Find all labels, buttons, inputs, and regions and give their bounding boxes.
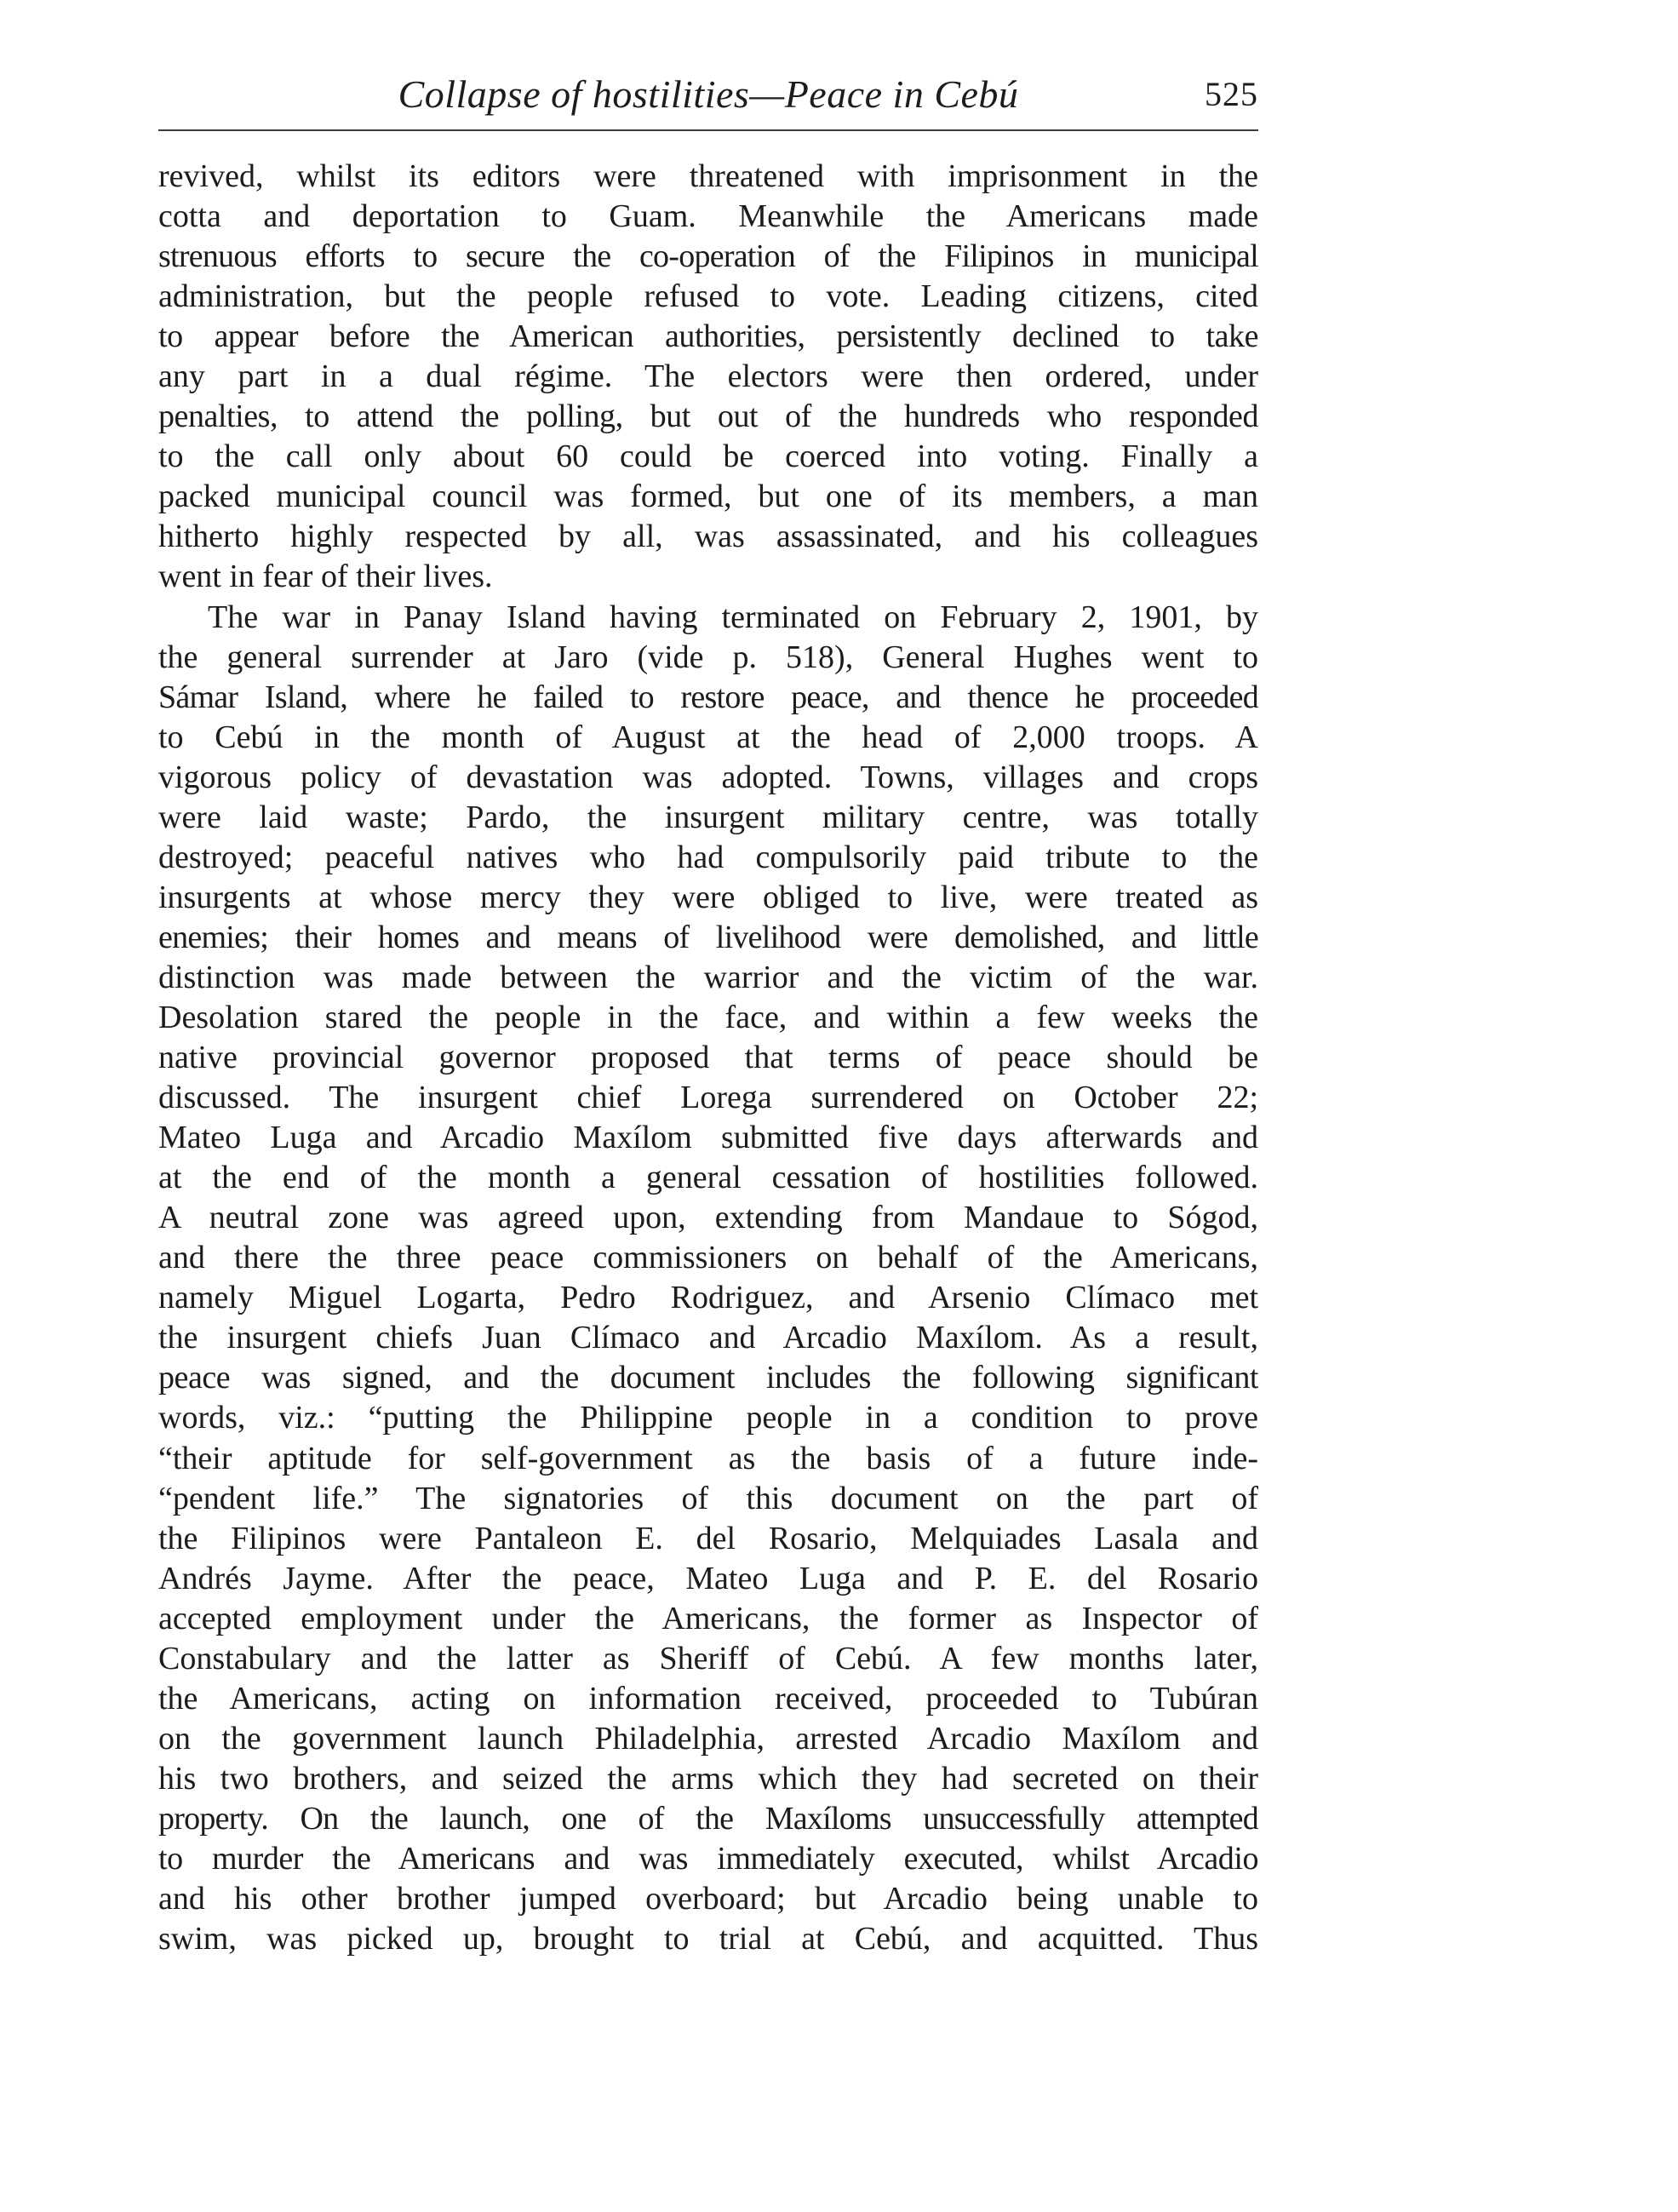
text-line: “their aptitude for self-government as the basis of a future inde- [158, 1440, 1258, 1476]
text-line: property. On the launch, one of the Maxíloms unsuccessfully attempted [158, 1800, 1258, 1837]
text-line: administration, but the people refused to vote. Leading citizens, cited [158, 278, 1258, 315]
text-line: vigorous policy of devastation was adopted. Towns, villages and crops [158, 759, 1258, 795]
text-line: strenuous efforts to secure the co-operation of the Filipinos in municipal [158, 238, 1258, 275]
page-number: 525 [1205, 75, 1258, 113]
text-line: penalties, to attend the polling, but out of the hundreds who responded [158, 398, 1258, 435]
text-line: any part in a dual régime. The electors were then ordered, under [158, 358, 1258, 395]
text-line: went in fear of their lives. [158, 559, 493, 595]
paragraph-1 [158, 157, 1258, 598]
text-line: swim, was picked up, brought to trial at Cebú, and acquitted. Thus [158, 1921, 1258, 1957]
text-line: Andrés Jayme. After the peace, Mateo Luga and P. E. del Rosario [158, 1560, 1258, 1596]
text-line: namely Miguel Logarta, Pedro Rodriguez, and Arsenio Clímaco met [158, 1280, 1258, 1316]
text-line: Sámar Island, where he failed to restore peace, and thence he proceeded [158, 679, 1258, 715]
running-title: Collapse of hostilities—Peace in Cebú [398, 72, 1019, 116]
text-line: destroyed; peaceful natives who had compulsorily paid tribute to the [158, 839, 1258, 875]
text-line: words, viz.: “putting the Philippine people in a condition to prove [158, 1400, 1258, 1436]
text-line: peace was signed, and the document includes the following significant [158, 1360, 1258, 1396]
text-line: were laid waste; Pardo, the insurgent military centre, was totally [158, 799, 1258, 835]
header-rule [158, 129, 1258, 131]
text-line: on the government launch Philadelphia, arrested Arcadio Maxílom and [158, 1720, 1258, 1756]
text-line: to murder the Americans and was immediately executed, whilst Arcadio [158, 1840, 1258, 1877]
text-line: insurgents at whose mercy they were obliged to live, were treated as [158, 879, 1258, 915]
text-line: at the end of the month a general cessation of hostilities followed. [158, 1160, 1258, 1196]
running-head [158, 66, 1258, 123]
text-line: Mateo Luga and Arcadio Maxílom submitted five days afterwards and [158, 1120, 1258, 1156]
text-line: cotta and deportation to Guam. Meanwhile the Americans made [158, 198, 1258, 235]
text-line: and his other brother jumped overboard; but Arcadio being unable to [158, 1881, 1258, 1917]
text-line: Desolation stared the people in the face, and within a few weeks the [158, 999, 1258, 1035]
text-line: Constabulary and the latter as Sheriff of Cebú. A few months later, [158, 1640, 1258, 1676]
text-line: “pendent life.” The signatories of this document on the part of [158, 1480, 1258, 1516]
text-line: packed municipal council was formed, but one of its members, a man [158, 479, 1258, 515]
text-line: the general surrender at Jaro (vide p. 518), General Hughes went to [158, 639, 1258, 675]
body-text [158, 157, 1258, 1959]
text-line: his two brothers, and seized the arms which they had secreted on their [158, 1760, 1258, 1797]
text-line: the insurgent chiefs Juan Clímaco and Arcadio Maxílom. As a result, [158, 1320, 1258, 1356]
text-line: hitherto highly respected by all, was assassinated, and his colleagues [158, 519, 1258, 555]
text-line: revived, whilst its editors were threatened with imprisonment in the [158, 158, 1258, 194]
text-line: native provincial governor proposed that terms of peace should be [158, 1040, 1258, 1076]
text-line: distinction was made between the warrior and the victim of the war. [158, 959, 1258, 995]
text-line: to Cebú in the month of August at the head of 2,000 troops. A [158, 719, 1258, 755]
text-line: to appear before the American authorities, persistently declined to take [158, 318, 1258, 355]
text-line: to the call only about 60 could be coerced into voting. Finally a [158, 438, 1258, 475]
text-line: discussed. The insurgent chief Lorega surrendered on October 22; [158, 1080, 1258, 1116]
paragraph-2 [158, 598, 1258, 1960]
text-line: The war in Panay Island having terminated on February 2, 1901, by [208, 599, 1258, 635]
text-line: and there the three peace commissioners on behalf of the Americans, [158, 1240, 1258, 1276]
text-line: accepted employment under the Americans, the former as Inspector of [158, 1600, 1258, 1636]
text-line: A neutral zone was agreed upon, extending from Mandaue to Sógod, [158, 1200, 1258, 1236]
text-line: the Filipinos were Pantaleon E. del Rosario, Melquiades Lasala and [158, 1520, 1258, 1556]
text-line: enemies; their homes and means of livelihood were demolished, and little [158, 919, 1258, 955]
text-line: the Americans, acting on information received, proceeded to Tubúran [158, 1680, 1258, 1716]
